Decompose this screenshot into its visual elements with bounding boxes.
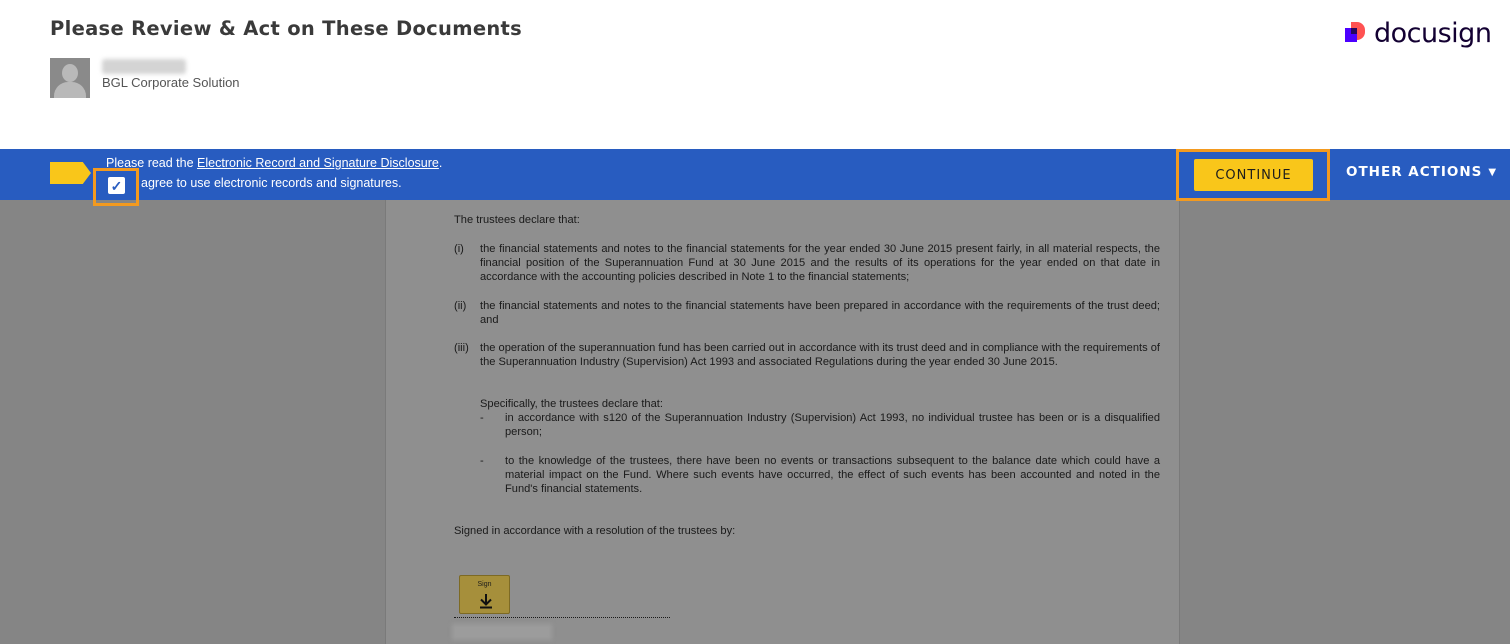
checkmark-icon: ✓ (110, 177, 123, 194)
disclosure-link[interactable]: Electronic Record and Signature Disclosure (197, 156, 439, 170)
caret-down-icon: ▼ (1488, 167, 1498, 178)
avatar (50, 58, 90, 98)
bullet-dash: - (480, 455, 484, 467)
doc-item-number: (ii) (454, 300, 467, 312)
sign-tab-label: Sign (477, 581, 492, 588)
signature-line (454, 617, 670, 618)
doc-item-text: the financial statements and notes to the financial statements have been prepared in accordance with the requirements of the trust deed; and (480, 300, 1160, 326)
other-actions-label: OTHER ACTIONS (1346, 164, 1483, 180)
doc-item-text: the operation of the superannuation fund has been carried out in accordance with its trust deed and in compliance with the requirements of the Superannuation Industry (Supervision) Act 1993 and associated Regulations during the year ended 30 June 2015. (480, 342, 1160, 368)
disclosure-prefix: Please read the (106, 156, 198, 170)
doc-specifically: Specifically, the trustees declare that: (480, 398, 663, 410)
continue-button[interactable]: CONTINUE (1194, 159, 1313, 191)
document-viewer[interactable] (0, 200, 1510, 644)
doc-item-number: (iii) (454, 342, 469, 354)
doc-intro: The trustees declare that: (454, 214, 580, 226)
avatar-head (62, 64, 78, 82)
avatar-body (54, 82, 86, 98)
header (0, 0, 1510, 149)
doc-bullet-text: in accordance with s120 of the Superannuation Industry (Supervision) Act 1993, no individual trustee has been or is a disqualified person; (505, 412, 1160, 438)
sender-company: BGL Corporate Solution (102, 75, 240, 90)
sender-name-redacted (102, 59, 186, 74)
agree-checkbox[interactable] (108, 177, 125, 194)
document-page (385, 200, 1180, 644)
page-title: Please Review & Act on These Documents (50, 17, 523, 40)
doc-signed: Signed in accordance with a resolution of the trustees by: (454, 525, 736, 537)
download-arrow-icon (478, 593, 494, 609)
sign-here-tab[interactable] (459, 575, 510, 614)
disclosure-line (106, 156, 442, 170)
doc-item-text: the financial statements and notes to the financial statements for the year ended 30 June 2015 present fairly, in all material respects, the financial position of the Superannuation Fund at 30 June 2015 and the results of its operations for the year ended on that date in accordance with the accounting policies described in Note 1 to the financial statements; (480, 243, 1160, 283)
consent-bar (0, 149, 1510, 200)
signer-name-redacted (452, 624, 552, 640)
agree-label: agree to use electronic records and signatures. (141, 176, 402, 190)
other-actions-menu[interactable] (1346, 164, 1497, 180)
doc-item-number: (i) (454, 243, 464, 255)
doc-bullet-text: to the knowledge of the trustees, there have been no events or transactions subsequent to the balance date which could have a material impact on the Fund. Where such events have occurred, the effect of such events has been accounted and noted in the Fund's financial statements. (505, 455, 1160, 495)
docusign-logo (1345, 16, 1491, 50)
flag-icon (50, 162, 91, 184)
continue-highlight (1176, 149, 1330, 201)
logo-text: docusign (1374, 17, 1492, 49)
docusign-logo-icon (1345, 20, 1369, 46)
disclosure-suffix: . (438, 156, 443, 170)
bullet-dash: - (480, 412, 484, 424)
checkbox-highlight (93, 168, 139, 206)
